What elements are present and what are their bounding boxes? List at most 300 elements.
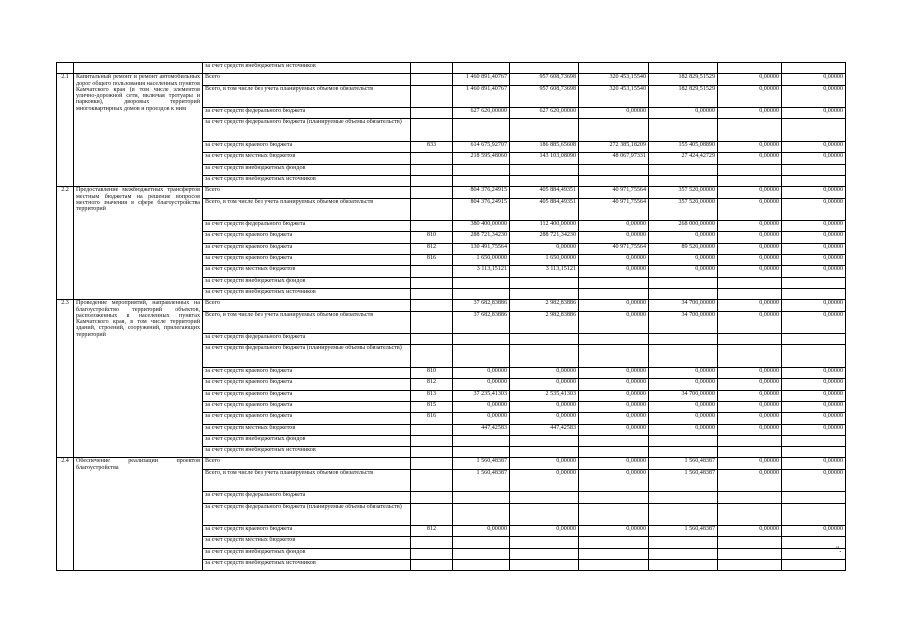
amount-cell: 0,00000 — [649, 108, 718, 119]
budget-code — [411, 198, 453, 221]
amount-cell: 0,00000 — [782, 142, 846, 153]
budget-code — [411, 435, 453, 446]
amount-cell: 0,00000 — [649, 401, 718, 412]
amount-cell: 0,00000 — [782, 458, 846, 469]
funding-source: за счет средств федерального бюджета — [203, 108, 411, 119]
amount-cell: 2 982,83886 — [510, 311, 579, 334]
amount-cell: 0,00000 — [579, 221, 649, 232]
amount-cell — [579, 175, 649, 186]
amount-cell: 0,00000 — [510, 526, 579, 537]
amount-cell — [510, 63, 579, 74]
amount-cell — [718, 492, 782, 503]
amount-cell — [782, 503, 846, 526]
amount-cell — [649, 288, 718, 299]
amount-cell: 0,00000 — [579, 458, 649, 469]
amount-cell: 48 067,97331 — [579, 153, 649, 164]
amount-cell: 0,00000 — [718, 458, 782, 469]
amount-cell — [649, 503, 718, 526]
funding-source: за счет средств краевого бюджета — [203, 526, 411, 537]
amount-cell — [782, 119, 846, 142]
amount-cell: 380 400,00000 — [453, 221, 510, 232]
amount-cell: 1 560,48387 — [649, 526, 718, 537]
amount-cell: 0,00000 — [579, 469, 649, 492]
budget-code — [411, 311, 453, 334]
amount-cell: 0,00000 — [718, 424, 782, 435]
amount-cell: 0,00000 — [510, 458, 579, 469]
amount-cell: 3 113,15121 — [510, 266, 579, 277]
table-row — [57, 300, 846, 311]
amount-cell — [782, 435, 846, 446]
amount-cell: 1 460 891,40767 — [453, 85, 510, 108]
section-number — [57, 63, 74, 74]
amount-cell — [782, 345, 846, 368]
budget-code — [411, 492, 453, 503]
table-row — [57, 63, 846, 74]
amount-cell — [510, 164, 579, 175]
amount-cell: 0,00000 — [510, 368, 579, 379]
budget-code — [411, 277, 453, 288]
amount-cell — [782, 447, 846, 458]
amount-cell: 268 000,00000 — [649, 221, 718, 232]
amount-cell: 0,00000 — [782, 424, 846, 435]
funding-source: за счет средств внебюджетных источников — [203, 63, 411, 74]
amount-cell: 0,00000 — [782, 401, 846, 412]
amount-cell: 2 982,83886 — [510, 300, 579, 311]
amount-cell — [579, 345, 649, 368]
amount-cell: 288 721,34230 — [510, 232, 579, 243]
amount-cell — [718, 164, 782, 175]
funding-source: Всего — [203, 187, 411, 198]
amount-cell — [453, 548, 510, 559]
section-number: 2.4 — [57, 458, 74, 571]
amount-cell: 0,00000 — [718, 74, 782, 85]
amount-cell — [453, 334, 510, 345]
budget-code — [411, 424, 453, 435]
amount-cell — [782, 334, 846, 345]
amount-cell: 0,00000 — [718, 526, 782, 537]
amount-cell — [649, 63, 718, 74]
amount-cell — [510, 119, 579, 142]
amount-cell: 320 453,15540 — [579, 85, 649, 108]
funding-source: за счет средств краевого бюджета — [203, 232, 411, 243]
amount-cell — [453, 435, 510, 446]
amount-cell: 1 560,48387 — [649, 469, 718, 492]
amount-cell: 218 595,48060 — [453, 153, 510, 164]
amount-cell: 0,00000 — [782, 469, 846, 492]
table-row — [57, 74, 846, 85]
budget-code: 816 — [411, 413, 453, 424]
amount-cell — [579, 560, 649, 571]
amount-cell: 0,00000 — [718, 368, 782, 379]
amount-cell: 627 620,00000 — [510, 108, 579, 119]
amount-cell: 0,00000 — [718, 108, 782, 119]
amount-cell: 0,00000 — [718, 221, 782, 232]
funding-source: за счет средств местных бюджетов — [203, 424, 411, 435]
funding-source: за счет средств местных бюджетов — [203, 153, 411, 164]
section-number: 2.2 — [57, 187, 74, 300]
amount-cell: 34 700,00000 — [649, 311, 718, 334]
amount-cell: 0,00000 — [649, 424, 718, 435]
amount-cell: 0,00000 — [718, 187, 782, 198]
budget-code — [411, 560, 453, 571]
funding-source: за счет средств местных бюджетов — [203, 537, 411, 548]
amount-cell — [649, 119, 718, 142]
amount-cell — [579, 503, 649, 526]
amount-cell — [782, 288, 846, 299]
amount-cell: 0,00000 — [718, 390, 782, 401]
amount-cell: 0,00000 — [649, 266, 718, 277]
amount-cell: 2 535,41303 — [510, 390, 579, 401]
amount-cell: 320 453,15540 — [579, 74, 649, 85]
amount-cell: 182 829,51529 — [649, 74, 718, 85]
amount-cell: 405 884,49351 — [510, 198, 579, 221]
amount-cell: 0,00000 — [718, 401, 782, 412]
funding-source: за счет средств краевого бюджета — [203, 255, 411, 266]
amount-cell — [782, 164, 846, 175]
measure-name: Капитальный ремонт и ремонт автомобильных дорог общего пользования населенных пунктов Камчатского края (в том числе элементов улично-дорожной сети, включая тротуары и парковки), дворовых территорий многоквартирных домов и проездов к ним — [74, 74, 203, 187]
amount-cell: 0,00000 — [718, 198, 782, 221]
amount-cell: 34 700,00000 — [649, 300, 718, 311]
budget-code — [411, 345, 453, 368]
amount-cell: 186 885,65608 — [510, 142, 579, 153]
amount-cell: 3 113,15121 — [453, 266, 510, 277]
amount-cell: 0,00000 — [649, 413, 718, 424]
amount-cell — [510, 345, 579, 368]
amount-cell: 40 971,75564 — [579, 187, 649, 198]
amount-cell: 0,00000 — [782, 85, 846, 108]
budget-code — [411, 548, 453, 559]
amount-cell — [649, 164, 718, 175]
amount-cell — [453, 164, 510, 175]
amount-cell: 37 682,83886 — [453, 311, 510, 334]
amount-cell — [718, 288, 782, 299]
funding-source: за счет средств краевого бюджета — [203, 413, 411, 424]
amount-cell — [718, 560, 782, 571]
amount-cell: 1 650,00000 — [453, 255, 510, 266]
funding-source: за счет средств краевого бюджета — [203, 142, 411, 153]
budget-code: 815 — [411, 401, 453, 412]
amount-cell — [510, 492, 579, 503]
funding-source: за счет средств внебюджетных источников — [203, 175, 411, 186]
budget-code — [411, 458, 453, 469]
budget-code — [411, 74, 453, 85]
amount-cell: 40 971,75564 — [579, 198, 649, 221]
amount-cell — [718, 334, 782, 345]
funding-source: за счет средств краевого бюджета — [203, 368, 411, 379]
amount-cell — [453, 537, 510, 548]
amount-cell: 0,00000 — [453, 368, 510, 379]
table-row — [57, 187, 846, 198]
amount-cell: 447,42583 — [510, 424, 579, 435]
funding-source: за счет средств внебюджетных источников — [203, 560, 411, 571]
amount-cell: 130 491,75564 — [453, 243, 510, 254]
amount-cell — [718, 119, 782, 142]
amount-cell: 37 682,83886 — [453, 300, 510, 311]
amount-cell: 0,00000 — [649, 255, 718, 266]
amount-cell: 288 721,34230 — [453, 232, 510, 243]
amount-cell: 0,00000 — [510, 379, 579, 390]
budget-code — [411, 447, 453, 458]
amount-cell: 447,42583 — [453, 424, 510, 435]
budget-code: 810 — [411, 368, 453, 379]
budget-code — [411, 469, 453, 492]
amount-cell: 0,00000 — [649, 232, 718, 243]
funding-source: за счет средств внебюджетных источников — [203, 288, 411, 299]
amount-cell — [718, 503, 782, 526]
amount-cell — [510, 277, 579, 288]
amount-cell — [579, 288, 649, 299]
amount-cell: 0,00000 — [782, 198, 846, 221]
amount-cell: 37 235,41303 — [453, 390, 510, 401]
measure-name: Проведение мероприятий, направленных на благоустройство территорий объектов, расположенных в населенных пунктах Камчатского края, в том числе территорий зданий, строений, сооружений, прилегающих территорий — [74, 300, 203, 458]
budget-code — [411, 119, 453, 142]
funding-source: Всего — [203, 74, 411, 85]
amount-cell — [510, 435, 579, 446]
amount-cell: 0,00000 — [718, 300, 782, 311]
amount-cell: 0,00000 — [453, 526, 510, 537]
amount-cell: 1 560,48387 — [453, 469, 510, 492]
amount-cell: 627 620,00000 — [453, 108, 510, 119]
amount-cell: 0,00000 — [782, 413, 846, 424]
budget-code: 812 — [411, 379, 453, 390]
amount-cell — [579, 119, 649, 142]
amount-cell: 0,00000 — [579, 300, 649, 311]
amount-cell: 0,00000 — [782, 108, 846, 119]
amount-cell — [579, 277, 649, 288]
budget-code: 816 — [411, 255, 453, 266]
amount-cell: 0,00000 — [718, 255, 782, 266]
amount-cell: 0,00000 — [718, 469, 782, 492]
funding-source: за счет средств федерального бюджета — [203, 492, 411, 503]
funding-source: Всего, в том числе без учета планируемых объемов обязательств — [203, 311, 411, 334]
amount-cell — [453, 63, 510, 74]
amount-cell — [579, 537, 649, 548]
amount-cell — [649, 560, 718, 571]
amount-cell: 0,00000 — [579, 232, 649, 243]
funding-source: Всего — [203, 300, 411, 311]
amount-cell: 0,00000 — [649, 379, 718, 390]
amount-cell — [649, 548, 718, 559]
funding-source: Всего, в том числе без учета планируемых объемов обязательств — [203, 469, 411, 492]
amount-cell: 0,00000 — [782, 187, 846, 198]
amount-cell — [718, 345, 782, 368]
budget-code — [411, 537, 453, 548]
amount-cell — [453, 447, 510, 458]
amount-cell: 0,00000 — [718, 85, 782, 108]
amount-cell: 0,00000 — [579, 379, 649, 390]
amount-cell — [510, 560, 579, 571]
amount-cell: 0,00000 — [782, 266, 846, 277]
amount-cell — [718, 435, 782, 446]
measure-name — [74, 63, 203, 74]
amount-cell: 0,00000 — [782, 74, 846, 85]
table-body — [57, 63, 846, 571]
amount-cell: 272 385,18209 — [579, 142, 649, 153]
funding-source: за счет средств краевого бюджета — [203, 401, 411, 412]
amount-cell — [579, 164, 649, 175]
amount-cell — [718, 447, 782, 458]
funding-source: за счет средств краевого бюджета — [203, 379, 411, 390]
budget-code — [411, 85, 453, 108]
budget-code: 813 — [411, 390, 453, 401]
amount-cell — [510, 447, 579, 458]
amount-cell — [718, 548, 782, 559]
amount-cell: 34 700,00000 — [649, 390, 718, 401]
amount-cell: 0,00000 — [782, 243, 846, 254]
funding-source: за счет средств федерального бюджета (планируемые объемы обязательств) — [203, 345, 411, 368]
budget-code: 812 — [411, 243, 453, 254]
funding-source: за счет средств федерального бюджета — [203, 221, 411, 232]
amount-cell — [649, 447, 718, 458]
amount-cell: 0,00000 — [782, 153, 846, 164]
budget-code: 810 — [411, 232, 453, 243]
amount-cell: 0,00000 — [718, 232, 782, 243]
funding-source: за счет средств федерального бюджета (планируемые объемы обязательств) — [203, 119, 411, 142]
amount-cell — [649, 277, 718, 288]
funding-source: за счет средств внебюджетных фондов — [203, 548, 411, 559]
budget-code — [411, 334, 453, 345]
amount-cell: 0,00000 — [579, 526, 649, 537]
amount-cell: 0,00000 — [782, 232, 846, 243]
amount-cell — [718, 175, 782, 186]
budget-code — [411, 300, 453, 311]
budget-code — [411, 187, 453, 198]
amount-cell: 0,00000 — [510, 413, 579, 424]
amount-cell: 357 520,00000 — [649, 187, 718, 198]
amount-cell: 143 103,08090 — [510, 153, 579, 164]
amount-cell — [453, 345, 510, 368]
amount-cell: 0,00000 — [782, 255, 846, 266]
funding-source: за счет средств внебюджетных источников — [203, 447, 411, 458]
amount-cell: 155 405,08890 — [649, 142, 718, 153]
amount-cell: 0,00000 — [718, 243, 782, 254]
measure-name: Предоставление межбюджетных трансфертов местным бюджетам на решение вопросов местного значения в сфере благоустройства территорий — [74, 187, 203, 300]
amount-cell — [782, 175, 846, 186]
amount-cell — [453, 288, 510, 299]
amount-cell: 0,00000 — [782, 300, 846, 311]
amount-cell: 0,00000 — [510, 243, 579, 254]
budget-code — [411, 288, 453, 299]
amount-cell — [649, 345, 718, 368]
amount-cell — [782, 277, 846, 288]
budget-code — [411, 108, 453, 119]
amount-cell: 1 650,00000 — [510, 255, 579, 266]
funding-source: за счет средств краевого бюджета — [203, 390, 411, 401]
amount-cell: 804 376,24915 — [453, 198, 510, 221]
funding-source: за счет средств федерального бюджета (планируемые объемы обязательств) — [203, 503, 411, 526]
amount-cell — [453, 175, 510, 186]
amount-cell — [782, 492, 846, 503]
section-number: 2.3 — [57, 300, 74, 458]
amount-cell: 1 560,48387 — [649, 458, 718, 469]
funding-source: за счет средств краевого бюджета — [203, 243, 411, 254]
amount-cell: 357 520,00000 — [649, 198, 718, 221]
amount-cell: 0,00000 — [510, 401, 579, 412]
amount-cell — [579, 548, 649, 559]
amount-cell — [510, 537, 579, 548]
amount-cell: 0,00000 — [579, 413, 649, 424]
amount-cell — [579, 435, 649, 446]
funding-source: за счет средств федерального бюджета — [203, 334, 411, 345]
budget-code — [411, 221, 453, 232]
amount-cell: 0,00000 — [782, 379, 846, 390]
amount-cell — [510, 175, 579, 186]
closing-quote: ". — [836, 545, 842, 554]
amount-cell: 0,00000 — [579, 311, 649, 334]
amount-cell: 957 608,73698 — [510, 74, 579, 85]
amount-cell: 957 608,73698 — [510, 85, 579, 108]
budget-code — [411, 175, 453, 186]
amount-cell: 0,00000 — [718, 379, 782, 390]
amount-cell — [510, 288, 579, 299]
amount-cell — [579, 334, 649, 345]
funding-source: за счет средств внебюджетных фондов — [203, 277, 411, 288]
amount-cell: 0,00000 — [510, 469, 579, 492]
amount-cell — [649, 334, 718, 345]
amount-cell — [510, 503, 579, 526]
amount-cell: 40 971,75564 — [579, 243, 649, 254]
amount-cell — [649, 175, 718, 186]
amount-cell: 0,00000 — [782, 390, 846, 401]
amount-cell: 0,00000 — [453, 413, 510, 424]
budget-code: 833 — [411, 142, 453, 153]
budget-code — [411, 63, 453, 74]
amount-cell — [453, 503, 510, 526]
budget-table — [56, 62, 846, 571]
amount-cell — [453, 560, 510, 571]
amount-cell: 0,00000 — [579, 266, 649, 277]
amount-cell: 804 376,24915 — [453, 187, 510, 198]
funding-source: за счет средств местных бюджетов — [203, 266, 411, 277]
amount-cell — [579, 63, 649, 74]
amount-cell — [649, 435, 718, 446]
amount-cell: 614 675,92707 — [453, 142, 510, 153]
funding-source: за счет средств внебюджетных фондов — [203, 435, 411, 446]
amount-cell: 0,00000 — [453, 401, 510, 412]
measure-name: Обеспечение реализации проектов благоустройства — [74, 458, 203, 571]
amount-cell: 89 520,00000 — [649, 243, 718, 254]
amount-cell — [718, 63, 782, 74]
amount-cell: 0,00000 — [782, 526, 846, 537]
table-row — [57, 458, 846, 469]
amount-cell: 0,00000 — [718, 311, 782, 334]
amount-cell: 0,00000 — [579, 108, 649, 119]
amount-cell — [718, 537, 782, 548]
amount-cell: 0,00000 — [718, 266, 782, 277]
amount-cell: 0,00000 — [649, 368, 718, 379]
amount-cell — [510, 334, 579, 345]
section-number: 2.1 — [57, 74, 74, 187]
amount-cell: 1 460 891,40767 — [453, 74, 510, 85]
amount-cell: 27 424,42729 — [649, 153, 718, 164]
amount-cell — [453, 492, 510, 503]
amount-cell: 0,00000 — [782, 368, 846, 379]
amount-cell: 0,00000 — [453, 379, 510, 390]
amount-cell: 0,00000 — [579, 424, 649, 435]
amount-cell: 405 884,49351 — [510, 187, 579, 198]
amount-cell: 0,00000 — [718, 142, 782, 153]
amount-cell — [579, 447, 649, 458]
budget-code — [411, 164, 453, 175]
funding-source: за счет средств внебюджетных фондов — [203, 164, 411, 175]
funding-source: Всего, в том числе без учета планируемых объемов обязательств — [203, 85, 411, 108]
amount-cell — [453, 277, 510, 288]
budget-code — [411, 503, 453, 526]
amount-cell — [579, 492, 649, 503]
budget-code — [411, 153, 453, 164]
amount-cell — [510, 548, 579, 559]
amount-cell — [782, 63, 846, 74]
